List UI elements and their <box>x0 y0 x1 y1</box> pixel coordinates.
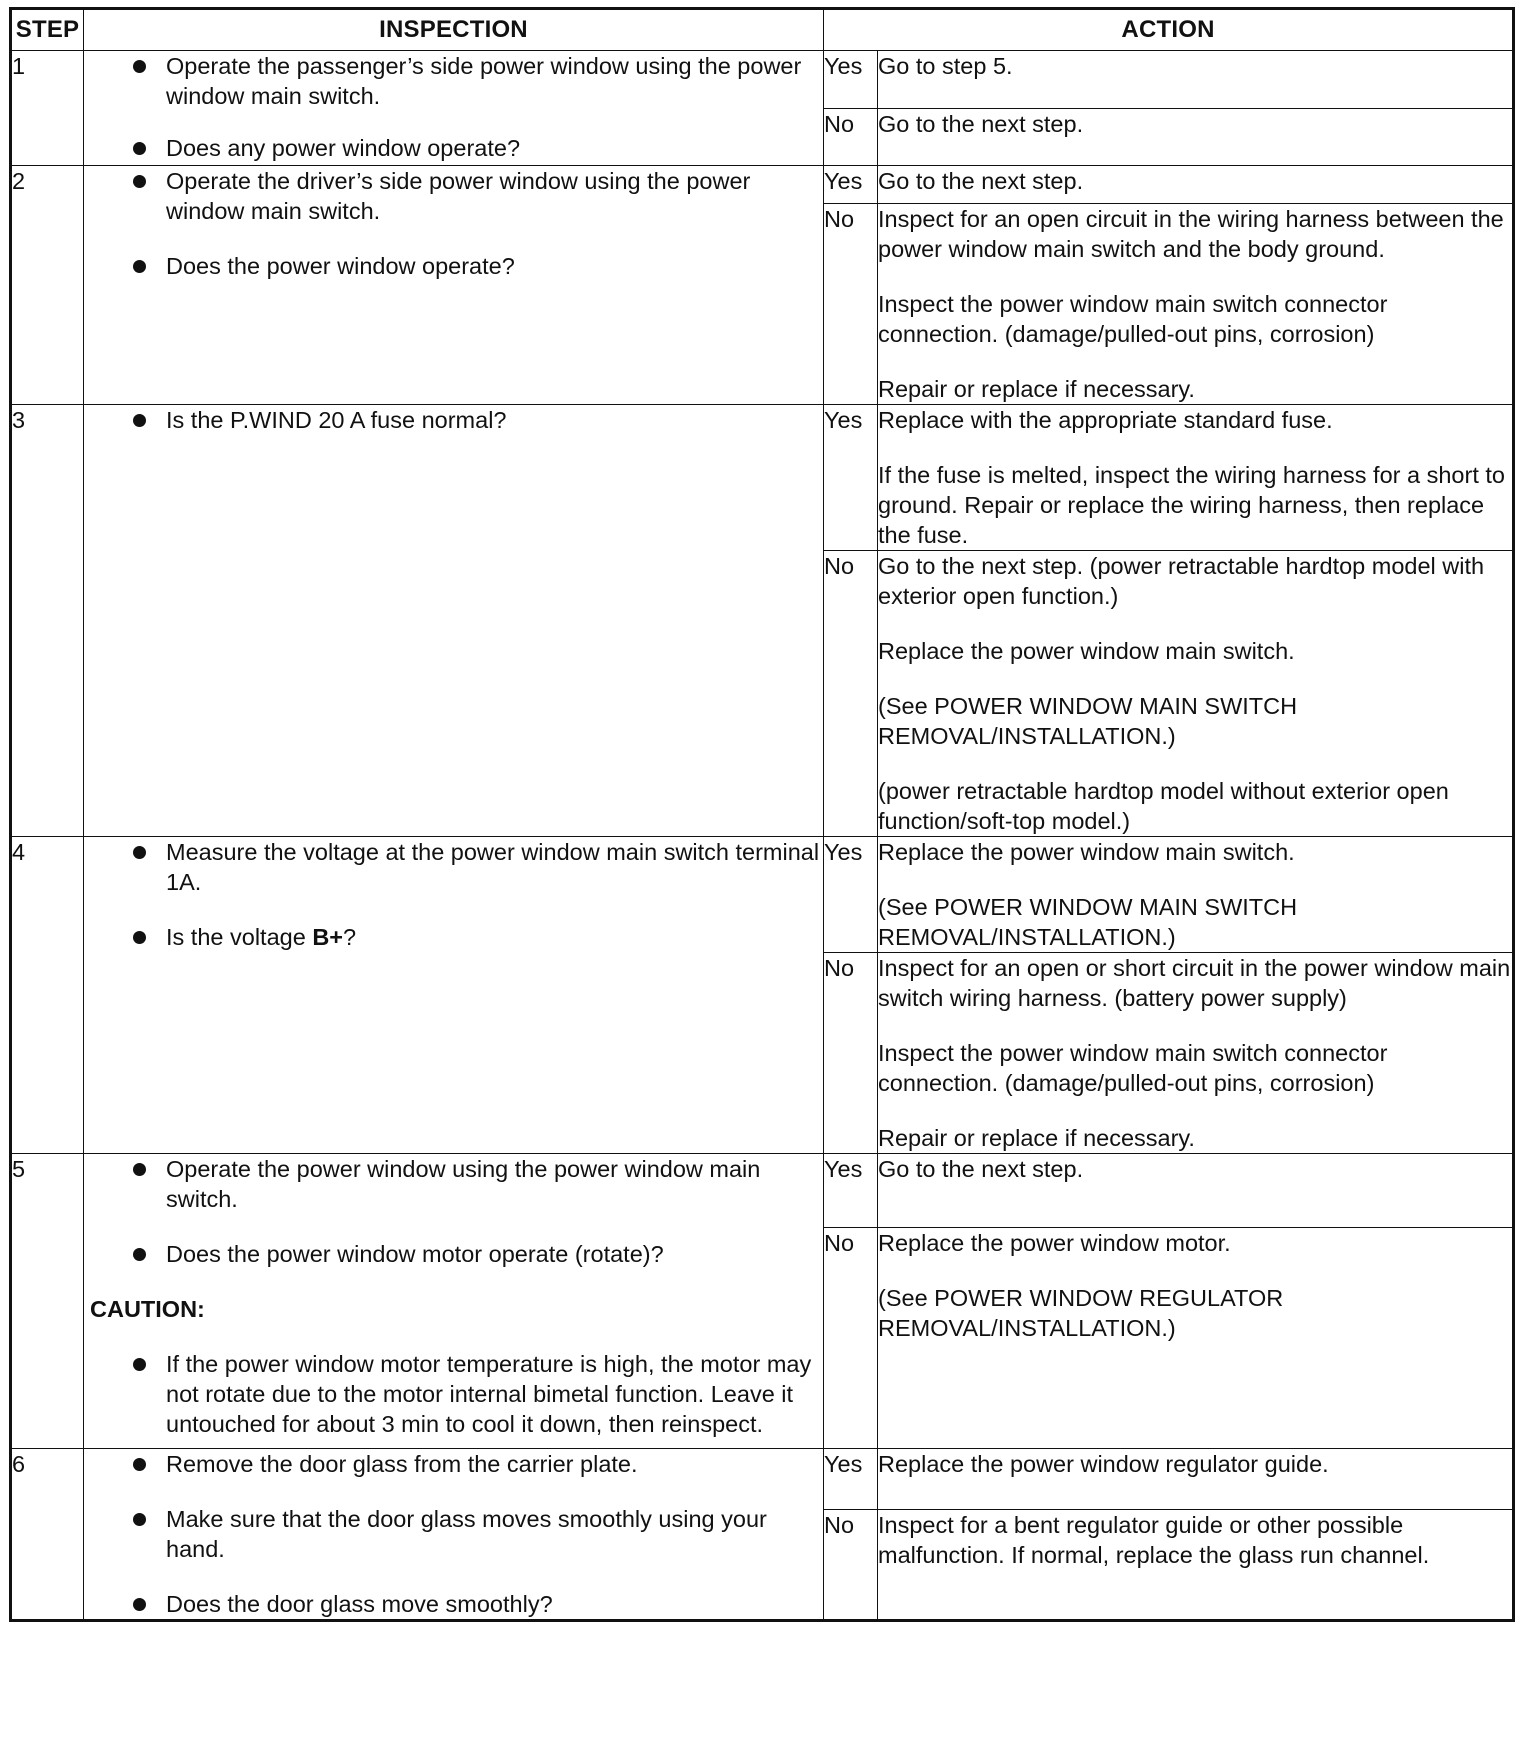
action-text: Replace the power window main switch. <box>878 839 1295 865</box>
yes-action <box>878 837 1514 953</box>
yes-label: Yes <box>824 1449 878 1510</box>
action-text: Replace the power window main switch. <box>878 638 1295 664</box>
no-action <box>878 1510 1514 1621</box>
bullet-icon <box>133 1248 146 1261</box>
inspection-text: Does the power window motor operate (rotate)? <box>166 1241 664 1267</box>
step-2-inspection <box>84 166 824 405</box>
action-text: If the fuse is melted, inspect the wiring harness for a short to ground. Repair or replace the wiring harness, then replace the fuse. <box>878 462 1505 548</box>
inspection-text <box>166 924 356 950</box>
yes-label: Yes <box>824 837 878 953</box>
action-text: (power retractable hardtop model without exterior open function/soft-top model.) <box>878 778 1449 834</box>
step-4-inspection <box>84 837 824 1154</box>
step-6-yes-row <box>11 1449 1514 1510</box>
no-label: No <box>824 953 878 1154</box>
action-text: Inspect for an open or short circuit in the power window main switch wiring harness. (battery power supply) <box>878 955 1511 1011</box>
step-number: 1 <box>11 51 84 166</box>
step-number: 6 <box>11 1449 84 1621</box>
action-text: Go to the next step. <box>878 111 1084 137</box>
yes-action <box>878 166 1514 204</box>
inspection-text: Is the P.WIND 20 A fuse normal? <box>166 407 507 433</box>
action-header: ACTION <box>824 9 1514 51</box>
yes-label: Yes <box>824 1154 878 1228</box>
inspection-item <box>84 51 823 111</box>
step-1-yes-row <box>11 51 1514 109</box>
yes-action <box>878 51 1514 109</box>
no-action <box>878 1228 1514 1449</box>
action-text: Repair or replace if necessary. <box>878 376 1195 402</box>
step-5-inspection <box>84 1154 824 1449</box>
bullet-icon <box>133 1358 146 1371</box>
action-text: Inspect the power window main switch connector connection. (damage/pulled-out pins, corrosion) <box>878 1040 1388 1096</box>
action-text: Inspect for an open circuit in the wiring harness between the power window main switch and the body ground. <box>878 206 1504 262</box>
yes-action <box>878 405 1514 551</box>
step-1-inspection <box>84 51 824 166</box>
step-number: 4 <box>11 837 84 1154</box>
bullet-icon <box>133 175 146 188</box>
action-text: Go to the next step. <box>878 168 1084 194</box>
inspection-item <box>84 405 823 435</box>
bullet-icon <box>133 1513 146 1526</box>
inspection-text: Operate the passenger’s side power window using the power window main switch. <box>166 53 802 109</box>
caution-text: If the power window motor temperature is high, the motor may not rotate due to the motor internal bimetal function. Leave it untouched for about 3 min to cool it down, then reinspect. <box>166 1351 812 1437</box>
step-2-yes-row <box>11 166 1514 204</box>
inspection-item <box>84 1239 823 1269</box>
inspection-text: Measure the voltage at the power window main switch terminal 1A. <box>166 839 820 895</box>
inspection-item <box>84 1154 823 1214</box>
inspection-item <box>84 837 823 897</box>
step-5-yes-row <box>11 1154 1514 1228</box>
action-text: Inspect the power window main switch connector connection. (damage/pulled-out pins, corrosion) <box>878 291 1388 347</box>
no-label: No <box>824 204 878 405</box>
action-text: (See POWER WINDOW MAIN SWITCH REMOVAL/INSTALLATION.) <box>878 693 1298 749</box>
action-text: Replace with the appropriate standard fuse. <box>878 407 1333 433</box>
bullet-icon <box>133 846 146 859</box>
action-text: Go to the next step. <box>878 1156 1084 1182</box>
inspection-item <box>84 1589 823 1619</box>
caution-label: CAUTION: <box>90 1296 205 1322</box>
header-row <box>11 9 1514 51</box>
step-3-yes-row <box>11 405 1514 551</box>
bullet-icon <box>133 60 146 73</box>
yes-label: Yes <box>824 51 878 109</box>
action-text: Go to the next step. (power retractable hardtop model with exterior open function.) <box>878 553 1485 609</box>
no-label: No <box>824 109 878 166</box>
inspection-text: Remove the door glass from the carrier plate. <box>166 1451 638 1477</box>
step-number: 2 <box>11 166 84 405</box>
no-label: No <box>824 1510 878 1621</box>
step-header: STEP <box>11 9 84 51</box>
step-number: 5 <box>11 1154 84 1449</box>
step-6-inspection <box>84 1449 824 1621</box>
yes-action <box>878 1154 1514 1228</box>
no-label: No <box>824 551 878 837</box>
step-4-yes-row <box>11 837 1514 953</box>
inspection-text: Operate the power window using the power window main switch. <box>166 1156 761 1212</box>
inspection-text: Does any power window operate? <box>166 135 521 161</box>
diagnostic-table <box>9 7 1515 1622</box>
troubleshooting-sheet <box>9 7 1515 1622</box>
bullet-icon <box>133 414 146 427</box>
inspection-item <box>84 251 823 281</box>
action-text: (See POWER WINDOW MAIN SWITCH REMOVAL/INSTALLATION.) <box>878 894 1298 950</box>
action-text: Replace the power window regulator guide. <box>878 1451 1329 1477</box>
bullet-icon <box>133 931 146 944</box>
voltage-question-suffix: ? <box>343 924 357 950</box>
bullet-icon <box>133 142 146 155</box>
step-number: 3 <box>11 405 84 837</box>
no-action <box>878 551 1514 837</box>
no-label: No <box>824 1228 878 1449</box>
no-action <box>878 953 1514 1154</box>
inspection-text: Does the power window operate? <box>166 253 515 279</box>
inspection-text: Operate the driver’s side power window using the power window main switch. <box>166 168 751 224</box>
inspection-item <box>84 166 823 226</box>
caution-item <box>84 1349 823 1439</box>
step-3-inspection <box>84 405 824 837</box>
no-action <box>878 109 1514 166</box>
voltage-value: B+ <box>312 924 344 950</box>
bullet-icon <box>133 1598 146 1611</box>
yes-action <box>878 1449 1514 1510</box>
action-text: Repair or replace if necessary. <box>878 1125 1195 1151</box>
bullet-icon <box>133 1458 146 1471</box>
inspection-item <box>84 133 823 163</box>
inspection-text: Make sure that the door glass moves smoothly using your hand. <box>166 1506 767 1562</box>
inspection-item <box>84 922 823 952</box>
bullet-icon <box>133 1163 146 1176</box>
yes-label: Yes <box>824 166 878 204</box>
inspection-text: Does the door glass move smoothly? <box>166 1591 553 1617</box>
no-action <box>878 204 1514 405</box>
inspection-item <box>84 1449 823 1479</box>
action-text: Replace the power window motor. <box>878 1230 1231 1256</box>
action-text: (See POWER WINDOW REGULATOR REMOVAL/INSTALLATION.) <box>878 1285 1284 1341</box>
voltage-question-prefix: Is the voltage <box>166 924 313 950</box>
action-text: Go to step 5. <box>878 53 1013 79</box>
inspection-item <box>84 1504 823 1564</box>
yes-label: Yes <box>824 405 878 551</box>
action-text: Inspect for a bent regulator guide or other possible malfunction. If normal, replace the glass run channel. <box>878 1512 1430 1569</box>
inspection-header: INSPECTION <box>84 9 824 51</box>
bullet-icon <box>133 260 146 273</box>
